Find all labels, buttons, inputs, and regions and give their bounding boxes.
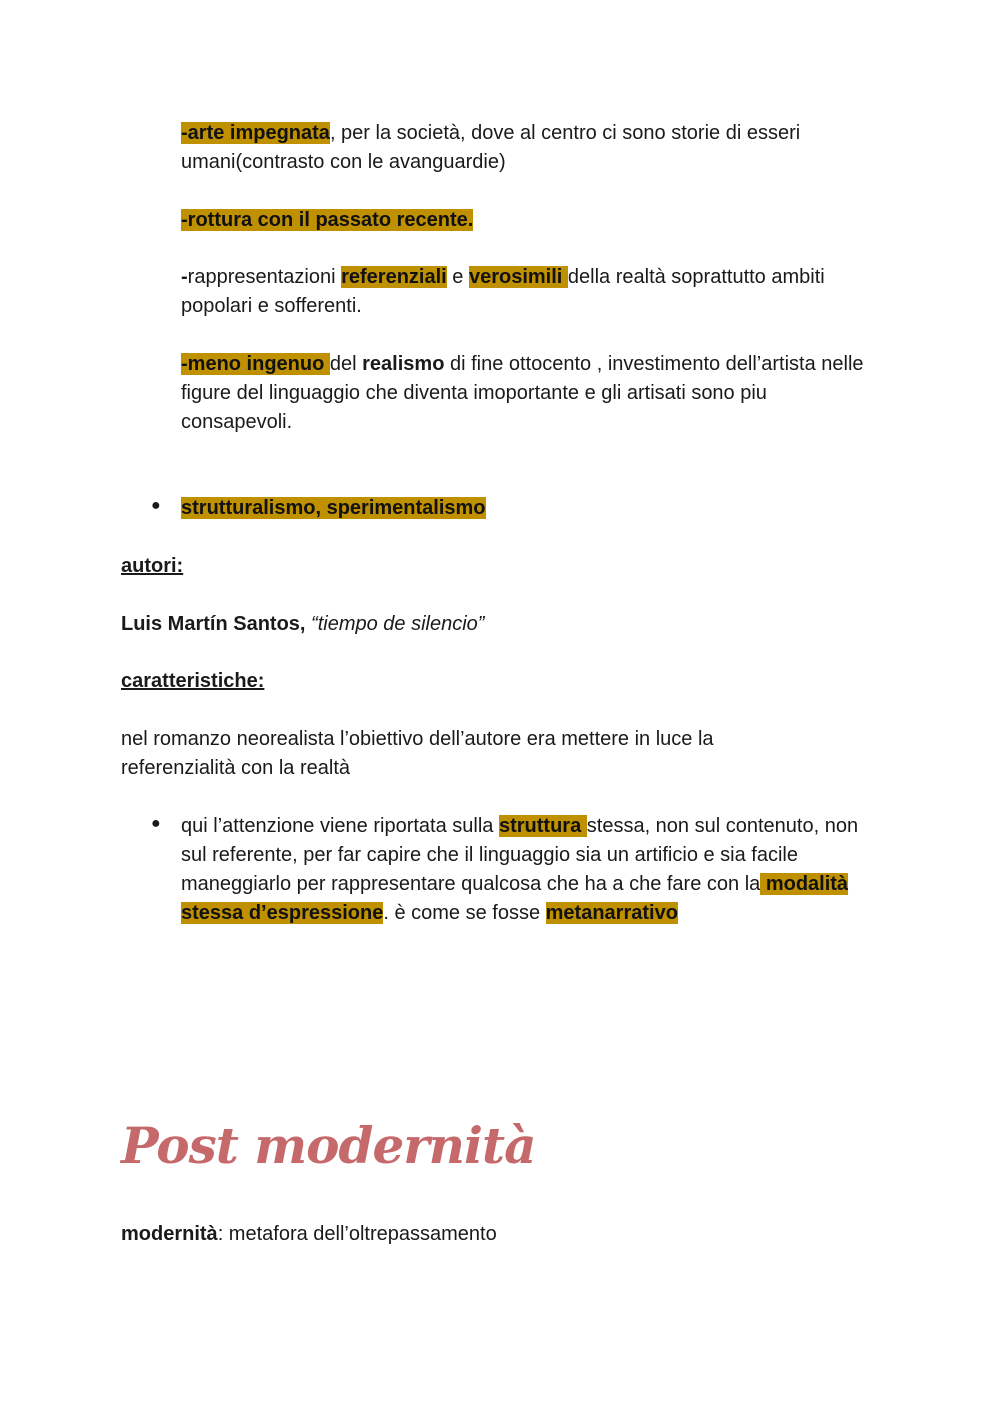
text-arte-impegnata-rest: , per la società, dove al centro ci sono storie di esseri umani(contrasto con le avanguardie) xyxy=(181,122,801,173)
highlight-referenziali: referenziali xyxy=(341,266,447,288)
text-modernita-rest: : metafora dell’oltrepassamento xyxy=(217,1223,497,1245)
text-attenzione: qui l’attenzione viene riportata sulla xyxy=(181,815,499,837)
text-neorealista: nel romanzo neorealista l’obiettivo dell’autore era mettere in luce la referenzialità con la realtà xyxy=(121,728,714,779)
author-work: “tiempo de silencio” xyxy=(311,613,485,635)
text-rappresentazioni: rappresentazioni xyxy=(187,266,342,288)
author-line xyxy=(121,610,881,639)
highlight-rottura: -rottura con il passato recente. xyxy=(181,209,474,231)
paragraph-arte-impegnata xyxy=(181,119,881,177)
label-autori xyxy=(121,552,881,581)
text-fine-ottocento: di fine ottocento , investimento dell’artista nelle figure del linguaggio che diventa imoportante e gli artisati sono piu consapevoli. xyxy=(181,353,864,433)
highlight-meno-ingenuo: -meno ingenuo xyxy=(181,353,330,375)
bullet-strutturalismo xyxy=(181,494,881,523)
text-realta: della realtà soprattutto ambiti popolari e sofferenti. xyxy=(181,266,825,317)
heading-caratteristiche: caratteristiche: xyxy=(121,670,265,692)
text-come-se-fosse: . è come se fosse xyxy=(383,902,546,924)
bullet-attenzione xyxy=(181,812,871,928)
text-contenuto: stessa, non sul contenuto, non sul referente, per far capire che il linguaggio sia un artificio e sia facile maneggiarlo per rappresentare qualcosa che ha a che fare con la xyxy=(181,815,859,895)
highlight-verosimili: verosimili xyxy=(468,266,568,288)
paragraph-meno-ingenuo xyxy=(181,350,881,437)
author-name: Luis Martín Santos, xyxy=(121,613,306,635)
highlight-strutturalismo: strutturalismo, sperimentalismo xyxy=(181,497,486,519)
text-del: del xyxy=(329,353,363,375)
section-title: Post modernità xyxy=(121,1116,536,1175)
highlight-metanarrativo: metanarrativo xyxy=(545,902,678,924)
bullet-icon: ● xyxy=(151,497,161,514)
highlight-arte-impegnata: -arte impegnata xyxy=(181,122,330,144)
paragraph-rottura xyxy=(181,206,881,235)
text-e: e xyxy=(446,266,469,288)
paragraph-modernita xyxy=(121,1220,881,1249)
highlight-struttura: struttura xyxy=(498,815,587,837)
bullet-icon: ● xyxy=(151,815,161,832)
paragraph-neorealista xyxy=(121,725,811,783)
label-caratteristiche xyxy=(121,667,881,696)
dash-marker: - xyxy=(181,266,188,288)
paragraph-rappresentazioni xyxy=(181,263,881,321)
bold-modernita: modernità xyxy=(121,1223,218,1245)
highlight-modalita: modalità stessa d’espressione xyxy=(181,873,849,924)
heading-autori: autori: xyxy=(121,555,184,577)
bold-realismo: realismo xyxy=(362,353,445,375)
